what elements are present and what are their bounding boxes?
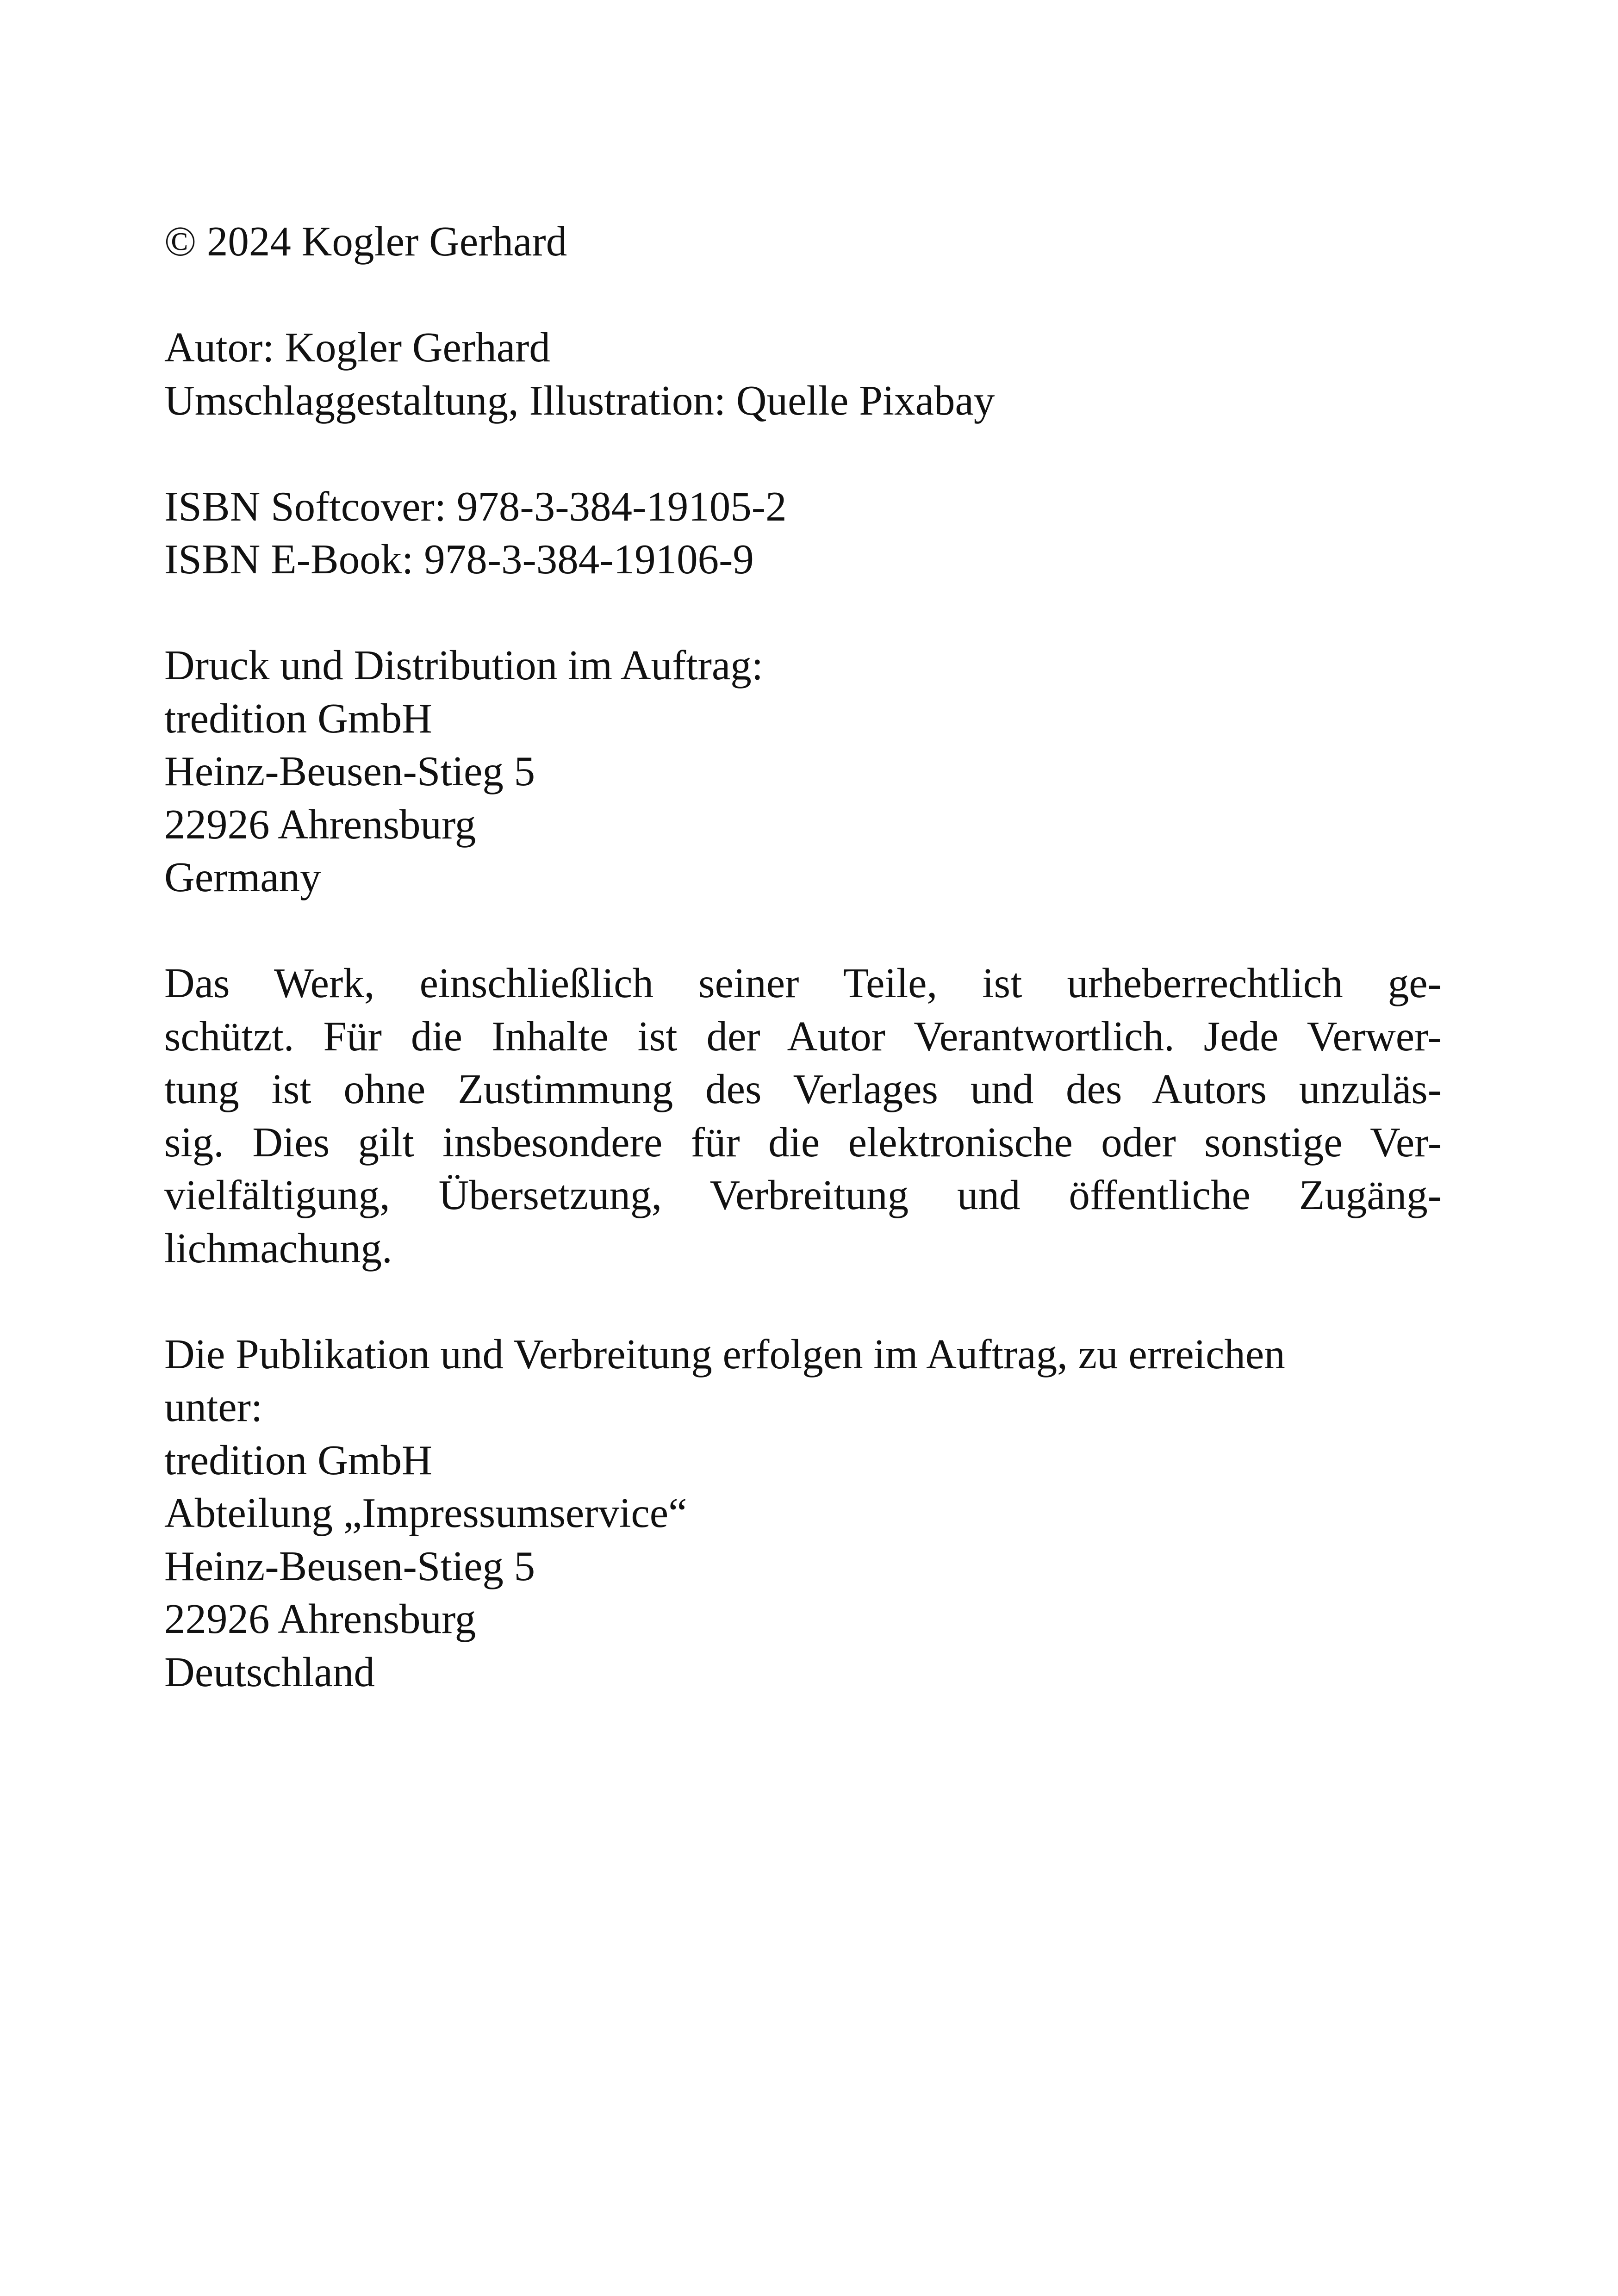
spacer [164,904,1442,957]
distribution-country: Germany [164,854,321,900]
publication-street: Heinz-Beusen-Stieg 5 [164,1542,535,1589]
distribution-city: 22926 Ahrensburg [164,800,476,848]
spacer [164,427,1442,480]
publication-intro-line: unter: [164,1384,263,1430]
publication-country: Deutschland [164,1648,375,1695]
spacer [164,268,1442,322]
credits-block [164,321,1442,427]
imprint-content [164,215,1442,1699]
copyright-block [164,215,1442,268]
rights-notice-line: tung ist ohne Zustimmung des Verlages und des Autors unzuläs- [164,1066,1442,1112]
rights-notice-line: schützt. Für die Inhalte ist der Autor Verantwortlich. Jede Verwer- [164,1012,1442,1060]
rights-notice-paragraph [164,957,1442,1275]
distribution-heading: Druck und Distribution im Auftrag: [164,642,764,689]
publication-city: 22926 Ahrensburg [164,1595,476,1642]
publication-intro-line: Die Publikation und Verbreitung erfolgen im Auftrag, zu erreichen [164,1330,1285,1378]
spacer [164,586,1442,639]
spacer [164,1275,1442,1328]
publication-company: tredition GmbH [164,1436,432,1483]
publication-department: Abteilung „Impressumservice“ [164,1489,687,1536]
distribution-block [164,639,1442,904]
rights-notice-line: Das Werk, einschließlich seiner Teile, ist urheberrechtlich ge- [164,960,1442,1006]
rights-notice-line: sig. Dies gilt insbesondere für die elektronische oder sonstige Ver- [164,1118,1442,1166]
isbn-softcover-line: ISBN Softcover: 978-3-384-19105-2 [164,483,787,530]
isbn-ebook-line: ISBN E-Book: 978-3-384-19106-9 [164,536,754,583]
copyright-line: © 2024 Kogler Gerhard [164,218,567,265]
distribution-street: Heinz-Beusen-Stieg 5 [164,748,535,794]
distribution-company: tredition GmbH [164,695,432,742]
author-line: Autor: Kogler Gerhard [164,324,550,371]
rights-notice-line: vielfältigung, Übersetzung, Verbreitung und öffentliche Zugäng- [164,1172,1442,1218]
publication-block [164,1328,1442,1699]
rights-notice-line: lichmachung. [164,1224,392,1272]
isbn-block [164,480,1442,586]
cover-credit-line: Umschlaggestaltung, Illustration: Quelle Pixabay [164,377,995,424]
